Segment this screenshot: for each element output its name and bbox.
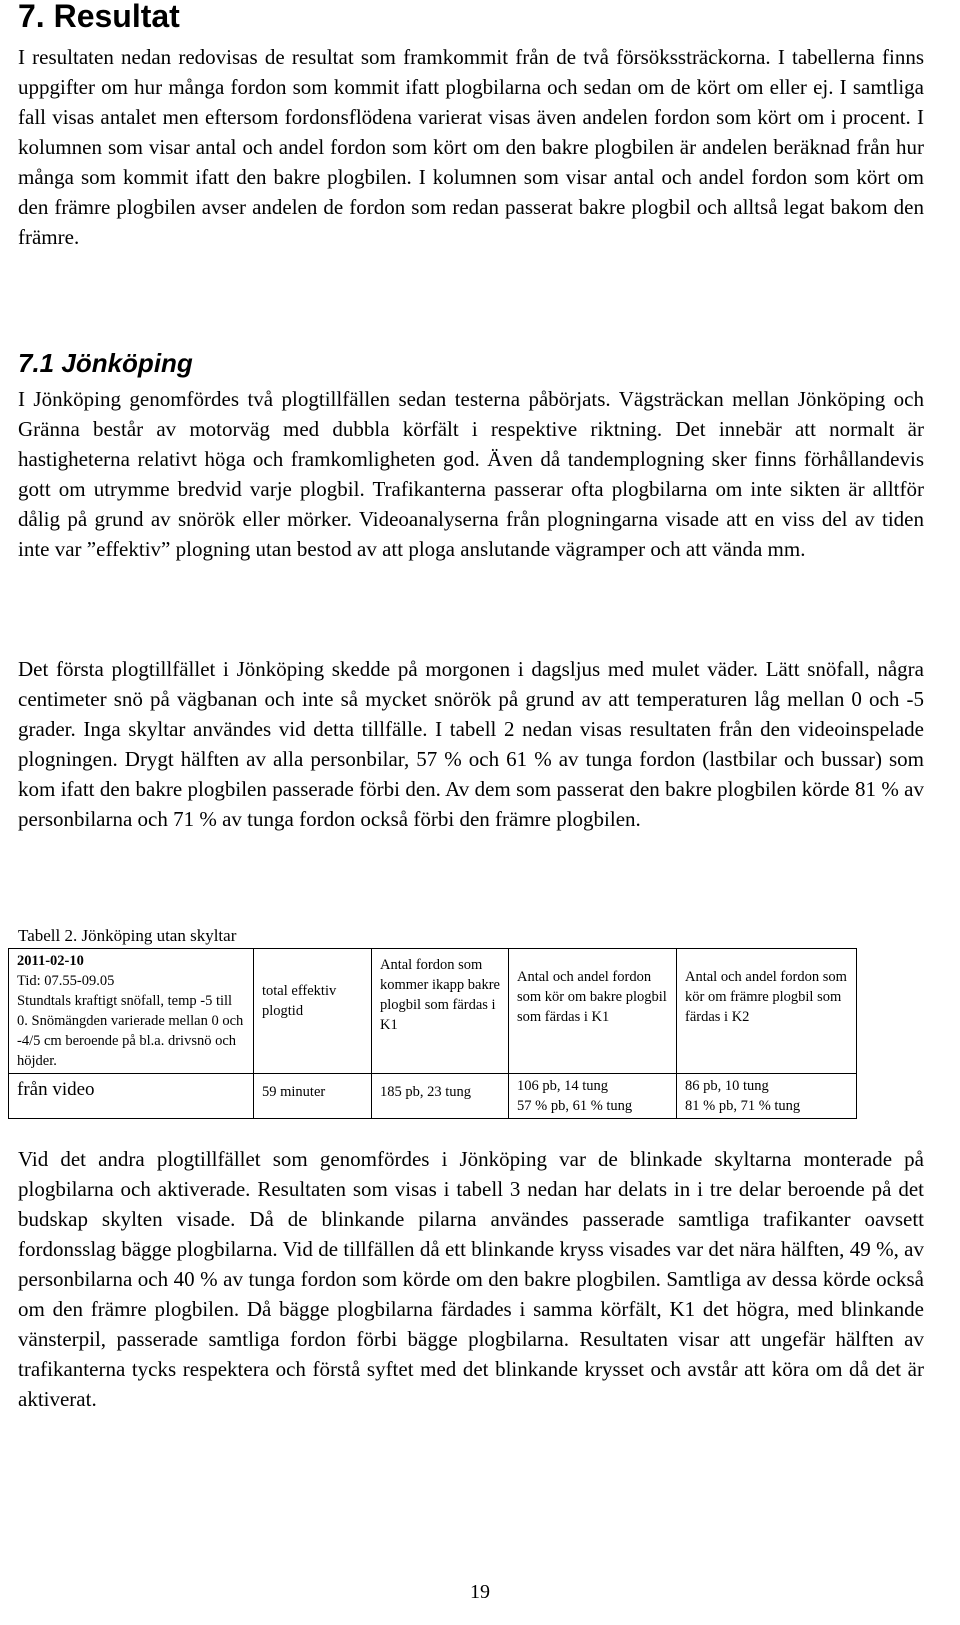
header-plowing-time: total effektiv plogtid xyxy=(254,949,372,1074)
rear-count: 106 pb, 14 tung xyxy=(517,1078,609,1094)
front-percent: 81 % pb, 71 % tung xyxy=(685,1098,801,1114)
table-row xyxy=(9,1074,857,1119)
jonkoping-paragraph-2: Det första plogtillfället i Jönköping skedde på morgonen i dagsljus med mulet väder. Lätt snöfall, några centimeter snö på vägbanan och inte så mycket snörök på grund av att temperaturen låg mellan 0 och -5 grader. Inga skyltar användes vid detta tillfälle. I tabell 2 nedan visas resultaten från den videoinspelade plogningen. Drygt hälften av alla personbilar, 57 % och 61 % av tunga fordon (lastbilar och bussar) som kom ifatt den bakre plogbilen passerade förbi den. Av dem som passerat den bakre plogbilen körde 81 % av personbilarna och 71 % av tunga fordon också förbi den främre plogbilen. xyxy=(18,657,924,831)
conditions-cell xyxy=(9,949,254,1074)
jonkoping-paragraph-3: Vid det andra plogtillfället som genomfördes i Jönköping var de blinkade skyltarna monterade på plogbilarna och aktiverade. Resultaten som visas i tabell 3 nedan har delats in i tre delar beroende på det budskap skylten visade. Då de blinkande pilarna användes passerade samtliga trafikanter oavsett fordonsslag bägge plogbilarna. Vid de tillfällen då ett blinkande kryss visades var det nära hälften, 49 %, av personbilarna och 40 % av tunga fordon som körde om den bakre plogbilen. Samtliga av dessa körde också om den främre plogbilen. Då bägge plogbilarna färdades i samma körfält, K1 det högra, med blinkande vänsterpil, passerade samtliga fordon förbi bägge plogbilarna. Resultaten visar att ungefär hälften av trafikanterna tycks respektera och förstå syftet med det blinkande krysset och avstår att köra om då det är aktiverat. xyxy=(18,1147,924,1411)
header-overtaking-rear: Antal och andel fordon som kör om bakre plogbil som färdas i K1 xyxy=(509,949,677,1074)
header-overtaking-front: Antal och andel fordon som kör om främre plogbil som färdas i K2 xyxy=(677,949,857,1074)
test-date: 2011-02-10 xyxy=(17,953,84,969)
table-caption: Tabell 2. Jönköping utan skyltar xyxy=(18,926,237,945)
page-number: 19 xyxy=(470,1581,490,1603)
rear-percent: 57 % pb, 61 % tung xyxy=(517,1098,633,1114)
row-plowing-time: 59 minuter xyxy=(254,1074,372,1119)
section-heading: 7. Resultat xyxy=(18,0,180,34)
row-label: från video xyxy=(9,1074,254,1119)
test-conditions: Stundtals kraftigt snöfall, temp -5 till 0. Snömängden varierade mellan 0 och -4/5 cm beroende på bl.a. drivsnö och höjder. xyxy=(17,993,244,1069)
front-count: 86 pb, 10 tung xyxy=(685,1078,769,1094)
subsection-heading: 7.1 Jönköping xyxy=(18,348,193,378)
table-header-row xyxy=(9,949,857,1074)
row-overtaking-rear xyxy=(509,1074,677,1119)
intro-paragraph: I resultaten nedan redovisas de resultat som framkommit från de två försökssträckorna. I tabellerna finns uppgifter om hur många fordon som kommit ifatt plogbilarna och sedan om de kört om eller ej. I samtliga fall visas antalet men eftersom fordonsflödena varierat visas även andelen fordon som kört om i procent. I kolumnen som visar antal och andel fordon som kört om den bakre plogbilen är andelen beräknad från hur många som kommit ifatt den bakre plogbilen. I kolumnen som visar antal och andel fordon som kört om den främre plogbilen avser andelen de fordon som redan passerat bakre plogbil och alltså legat bakom den främre. xyxy=(18,45,924,249)
results-table xyxy=(8,948,857,1119)
test-time: Tid: 07.55-09.05 xyxy=(17,973,115,989)
header-vehicles-caught-up: Antal fordon som kommer ikapp bakre plogbil som färdas i K1 xyxy=(372,949,509,1074)
jonkoping-paragraph-1: I Jönköping genomfördes två plogtillfällen sedan testerna påbörjats. Vägsträckan mellan Jönköping och Gränna består av motorväg med dubbla körfält i respektive riktning. Det innebär att normalt är hastigheterna relativt höga och framkomligheten god. Även då tandemplogning sker finns förhållandevis gott om utrymme bredvid varje plogbil. Trafikanterna passerar ofta plogbilarna om inte sikten är alltför dålig på grund av snörök eller mörker. Videoanalyserna från plogningarna visade att en viss del av tiden inte var ”effektiv” plogning utan bestod av att ploga anslutande vägramper och att vända mm. xyxy=(18,387,924,561)
row-vehicles-caught-up: 185 pb, 23 tung xyxy=(372,1074,509,1119)
row-overtaking-front xyxy=(677,1074,857,1119)
